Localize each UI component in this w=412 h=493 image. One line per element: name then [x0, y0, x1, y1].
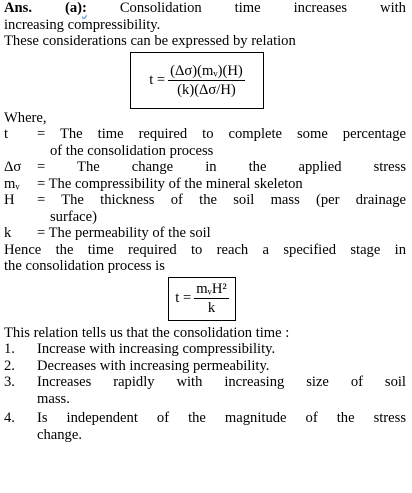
- definition-k: [4, 225, 406, 242]
- definition-line: = The permeability of the soil: [37, 225, 211, 241]
- formula-2-numerator: mᵥH²: [194, 281, 229, 300]
- list-number: 2.: [4, 357, 15, 374]
- list-line: Increases rapidly with increasing size of soil: [37, 374, 406, 390]
- definition-term: t: [4, 126, 9, 142]
- answer-text-line2: increasing compressibility.: [4, 16, 161, 33]
- definition-term: mᵥ: [4, 175, 20, 192]
- list-item: [4, 410, 406, 443]
- definition-t: [4, 126, 406, 159]
- list-line: change.: [37, 426, 82, 443]
- definition-term: k: [4, 225, 12, 241]
- list-number: 4.: [4, 410, 15, 426]
- intro-text: These considerations can be expressed by relation: [4, 33, 296, 49]
- definition-text: [37, 225, 406, 242]
- definition-h: [4, 192, 406, 225]
- formula-1-box: [130, 52, 264, 109]
- definition-text: [37, 192, 406, 225]
- definition-term: Δσ: [4, 159, 22, 175]
- formula-2-box: [168, 277, 236, 321]
- answer-colon: :: [81, 0, 87, 16]
- formula-2-lhs: t =: [175, 290, 192, 307]
- answer-label: Ans.: [4, 0, 32, 16]
- hence-line1: Hence the time required to reach a specified stage in: [4, 241, 406, 258]
- list-line: mass.: [37, 390, 70, 407]
- list-number: 1.: [4, 341, 15, 357]
- list-item: [4, 358, 406, 375]
- definition-line: = The thickness of the soil mass (per drainage: [37, 192, 406, 208]
- definition-mv: [4, 176, 406, 193]
- hence-line2: the consolidation process is: [4, 258, 165, 274]
- formula-1-numerator: (Δσ)(mᵥ)(H): [168, 63, 245, 82]
- definition-text: [37, 159, 406, 176]
- formula-2-fraction: [194, 281, 229, 317]
- formula-1-fraction: [168, 63, 245, 99]
- answer-line: [4, 0, 406, 17]
- formula-2-denominator: k: [207, 300, 216, 316]
- definition-line: surface): [50, 208, 97, 225]
- definition-text: [37, 126, 406, 159]
- list-line: Decreases with increasing permeability.: [37, 357, 270, 374]
- definition-line: = The time required to complete some percentage: [37, 126, 406, 142]
- formula-1-denominator: (k)(Δσ/H): [177, 82, 236, 98]
- definition-line: of the consolidation process: [50, 142, 214, 159]
- formula-2-wrap: [0, 277, 406, 321]
- definition-line: = The change in the applied stress: [37, 159, 406, 175]
- list-line: Is independent of the magnitude of the stress: [37, 410, 406, 426]
- list-line: Increase with increasing compressibility.: [37, 341, 276, 357]
- definition-text: [37, 176, 406, 193]
- answer-text-line1: Consolidation time increases with: [119, 0, 406, 16]
- definition-line: = The compressibility of the mineral skeleton: [37, 175, 303, 192]
- where-label: Where,: [4, 109, 47, 126]
- list-item: [4, 341, 406, 358]
- definition-term: H: [4, 192, 15, 208]
- formula-1-lhs: t =: [149, 72, 166, 89]
- relation-text: This relation tells us that the consolidation time :: [4, 324, 290, 341]
- list-number: 3.: [4, 374, 15, 390]
- list-item: [4, 374, 406, 407]
- answer-option: (a): [64, 0, 82, 16]
- definition-delta-sigma: [4, 159, 406, 176]
